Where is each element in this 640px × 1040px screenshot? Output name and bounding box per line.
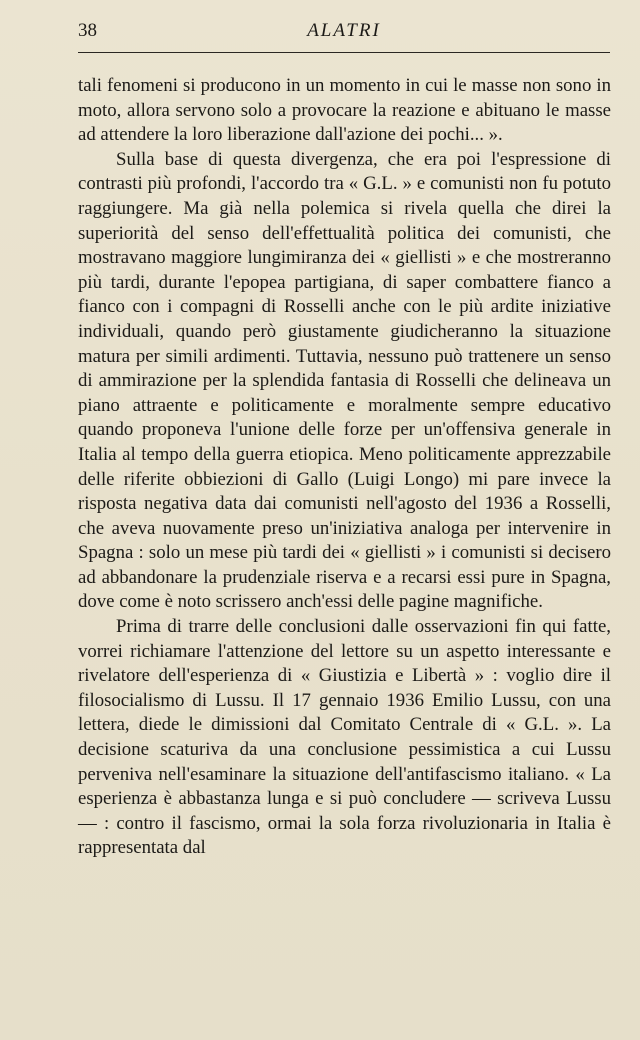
running-head: ALATRI: [307, 20, 381, 41]
paragraph: Prima di trarre delle conclusioni dalle osservazioni fin qui fatte, vorrei richiamare l'attenzione del lettore su un aspetto interessante e rivelatore dell'esperienza di « Giustizia e Libertà » : voglio dire il filosocialismo di Lussu. Il 17 gennaio 1936 Emilio Lussu, con una lettera, diede le dimissioni dal Comitato Centrale di « G.L. ». La decisione scaturiva da una conclusione pessimistica a cui Lussu perveniva nell'esaminare la situazione dell'antifascismo italiano. « La esperienza è abbastanza lunga e si può concludere — scriveva Lussu — : contro il fascismo, ormai la sola forza rivoluzionaria in Italia è rappresentata dal: [78, 616, 611, 859]
body-text: [78, 74, 611, 861]
page-header: [78, 20, 610, 50]
page-number: 38: [78, 20, 97, 41]
paragraph-continuation: tali fenomeni si producono in un momento in cui le masse non sono in moto, allora servono solo a provocare la reazione e abituano le masse ad attendere la loro liberazione dall'azione dei pochi... ».: [78, 75, 611, 146]
header-rule: [78, 52, 610, 53]
paragraph: Sulla base di questa divergenza, che era poi l'espressione di contrasti più profondi, l'accordo tra « G.L. » e comunisti non fu potuto raggiungere. Ma già nella polemica si rivela quella che direi la superiorità del senso dell'effettualità politica dei comunisti, che mostravano maggiore lungimiranza dei « giellisti » e che mostreranno più tardi, durante l'epopea partigiana, di saper combattere fianco a fianco con i compagni di Rosselli anche con le più ardite iniziative individuali, quando però giustamente giudicheranno la situazione matura per simili ardimenti. Tuttavia, nessuno può trattenere un senso di ammirazione per la splendida fantasia di Rosselli che delineava un piano attraente e politicamente e moralmente sempre educativo quando proponeva l'unione delle forze per un'offensiva generale in Italia al tempo della guerra etiopica. Meno politicamente apprezzabile delle riferite obbiezioni di Gallo (Luigi Longo) mi pare invece la risposta negativa data dai comunisti nell'agosto del 1936 a Rosselli, che aveva nuovamente preso un'iniziativa analoga per intervenire in Spagna : solo un mese più tardi dei « giellisti » i comunisti si decisero ad abbandonare la prudenziale riserva e a recarsi essi pure in Spagna, dove come è noto scrissero anch'essi delle pagine magnifiche.: [78, 148, 611, 613]
